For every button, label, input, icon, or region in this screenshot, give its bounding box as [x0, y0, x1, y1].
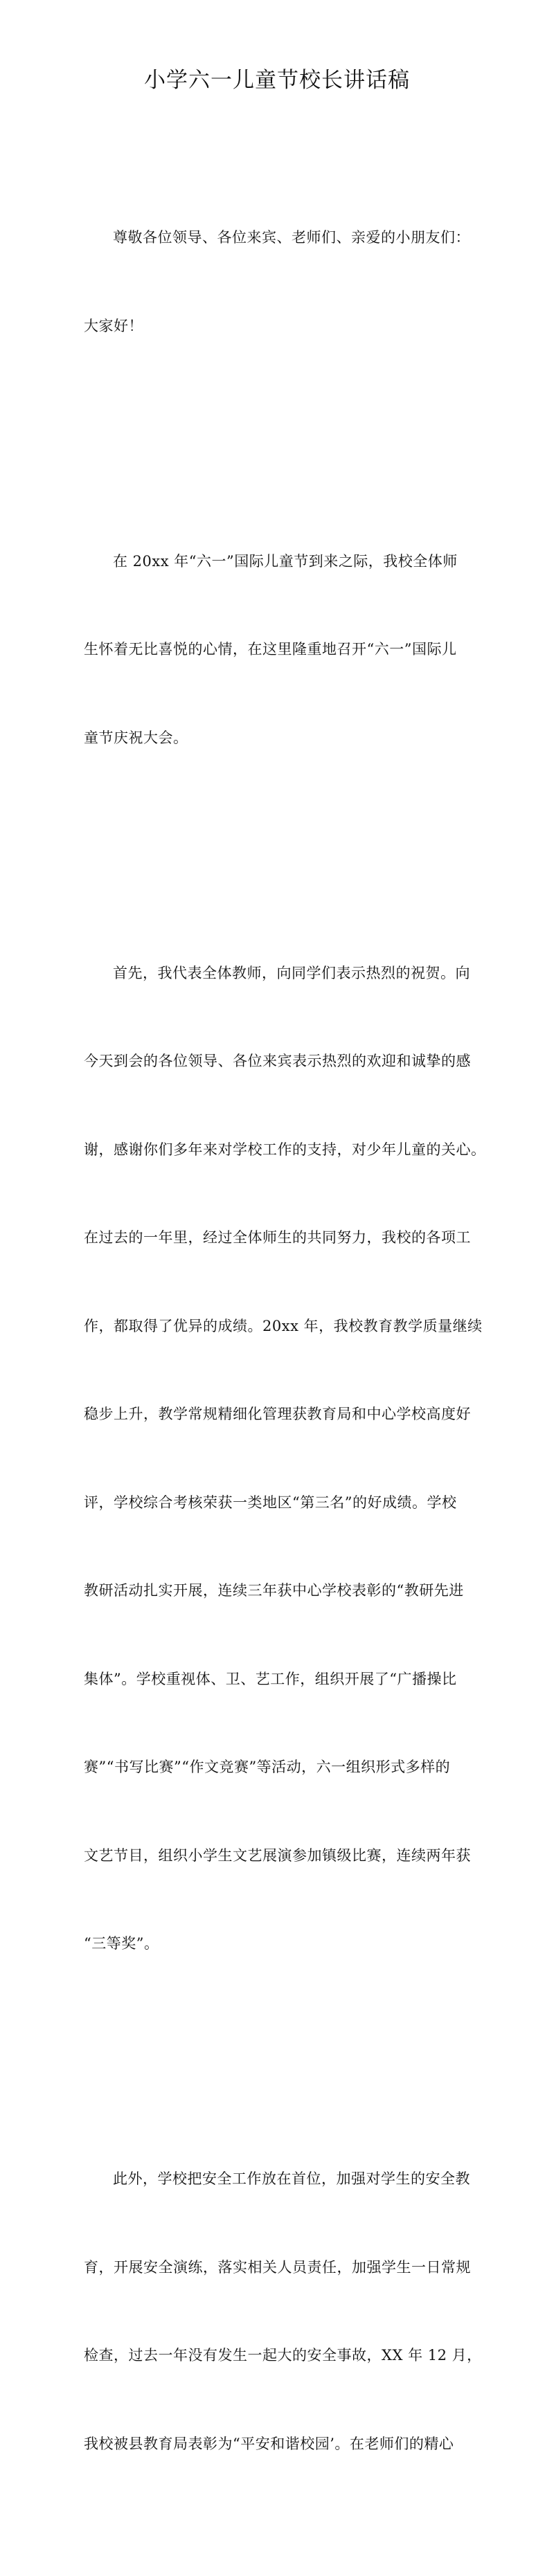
- paragraph-achievements: [84, 900, 486, 2017]
- text-line: 大家好！: [84, 317, 143, 334]
- text-line: “三等奖”。: [84, 1935, 159, 1952]
- text-line: 今天到会的各位领导、各位来宾表示热烈的欢迎和诚挚的感: [84, 1053, 471, 1069]
- body-text: [84, 105, 486, 2576]
- text-line: 此外，学校把安全工作放在首位，加强对学生的安全教: [113, 2170, 470, 2187]
- text-line: 尊敬各位领导、各位来宾、老师们、亲爱的小朋友们：: [113, 229, 470, 246]
- text-line: 教研活动扎实开展，连续三年获中心学校表彰的“教研先进: [84, 1582, 464, 1599]
- text-line: 集体”。学校重视体、卫、艺工作，组织开展了“广播操比: [84, 1670, 457, 1687]
- paragraph-safety: [84, 2105, 482, 2517]
- text-line: 文艺节目，组织小学生文艺展演参加镇级比赛，连续两年获: [84, 1847, 471, 1864]
- text-line: 首先，我代表全体教师，向同学们表示热烈的祝贺。向: [113, 964, 470, 981]
- text-line: 我校被县教育局表彰为“平安和谐校园’。在老师们的精心: [84, 2435, 454, 2452]
- text-line: 生怀着无比喜悦的心情，在这里隆重地召开“六一”国际儿: [84, 641, 457, 657]
- text-line: 童节庆祝大会。: [84, 729, 188, 746]
- text-line: 作，都取得了优异的成绩。20xx 年，我校教育教学质量继续: [84, 1317, 483, 1334]
- text-line: 稳步上升，教学常规精细化管理获教育局和中心学校高度好: [84, 1406, 471, 1422]
- text-line: 在过去的一年里，经过全体师生的共同努力，我校的各项工: [84, 1229, 471, 1246]
- text-line: 育，开展安全演练，落实相关人员责任，加强学生一日常规: [84, 2258, 471, 2276]
- text-line: 在 20xx 年“六一”国际儿童节到来之际，我校全体师: [113, 552, 458, 570]
- text-line: 评，学校综合考核荣获一类地区“第三名”的好成绩。学校: [84, 1494, 457, 1511]
- paragraph-greeting: [84, 164, 479, 399]
- document-title: 小学六一儿童节校长讲话稿: [144, 68, 410, 93]
- paragraph-intro: [84, 488, 479, 812]
- text-line: 谢，感谢你们多年来对学校工作的支持，对少年儿童的关心。: [84, 1141, 486, 1158]
- text-line: 检查，过去一年没有发生一起大的安全事故，XX 年 12 月，: [84, 2347, 482, 2364]
- text-line: 赛”“书写比赛”“作文竞赛”等活动，六一组织形式多样的: [84, 1759, 451, 1775]
